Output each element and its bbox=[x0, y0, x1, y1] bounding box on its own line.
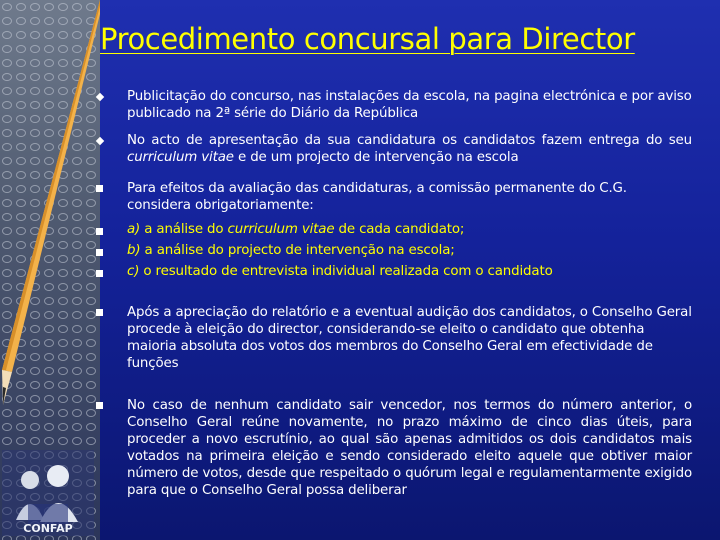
bullet-square-icon bbox=[96, 270, 103, 277]
bullet-square-icon bbox=[96, 402, 103, 409]
bullet-text: Para efeitos da avaliação das candidaturas, a comissão permanente do C.G. considera obrigatoriamente: bbox=[127, 181, 627, 213]
confap-logo bbox=[2, 450, 94, 536]
decorative-side-strip bbox=[0, 0, 100, 540]
bullet-text: Publicitação do concurso, nas instalações da escola, na pagina electrónica e por aviso publicado na 2ª série do Diário da República bbox=[127, 89, 692, 121]
bullet-square-icon bbox=[96, 185, 103, 192]
bullet-text: No caso de nenhum candidato sair vencedor, nos termos do número anterior, o Conselho Geral reúne novamente, no prazo máximo de cinco dias úteis, para proceder a novo escrutínio, ao qual são apenas admitidos os dois candidatos mais votados na primeira eleição e sendo considerado eleito aquele que obtiver maior número de votos, desde que respeitado o quórum legal e regulamentarmente exigido para que o Conselho Geral possa deliberar bbox=[127, 398, 692, 498]
logo-caption: CONFAP bbox=[23, 522, 73, 535]
slide-title: Procedimento concursal para Director bbox=[100, 22, 635, 56]
bullet-square-icon bbox=[96, 249, 103, 256]
bullet-text: a) a análise do curriculum vitae de cada candidato; bbox=[127, 222, 465, 237]
bullet-text: No acto de apresentação da sua candidatura os candidatos fazem entrega do seu curriculum vitae e de um projecto de intervenção na escola bbox=[127, 133, 692, 165]
bullet-square-icon bbox=[96, 228, 103, 235]
bullet-text: b) a análise do projecto de intervenção na escola; bbox=[127, 243, 455, 258]
bullet-text: c) o resultado de entrevista individual realizada com o candidato bbox=[127, 264, 553, 279]
bullet-text: Após a apreciação do relatório e a eventual audição dos candidatos, o Conselho Geral procede à eleição do director, considerando-se eleito o candidato que obtenha maioria absoluta dos votos dos membros do Conselho Geral em efectividade de funções bbox=[127, 305, 692, 371]
bullet-square-icon bbox=[96, 309, 103, 316]
pencil-image bbox=[0, 0, 100, 460]
